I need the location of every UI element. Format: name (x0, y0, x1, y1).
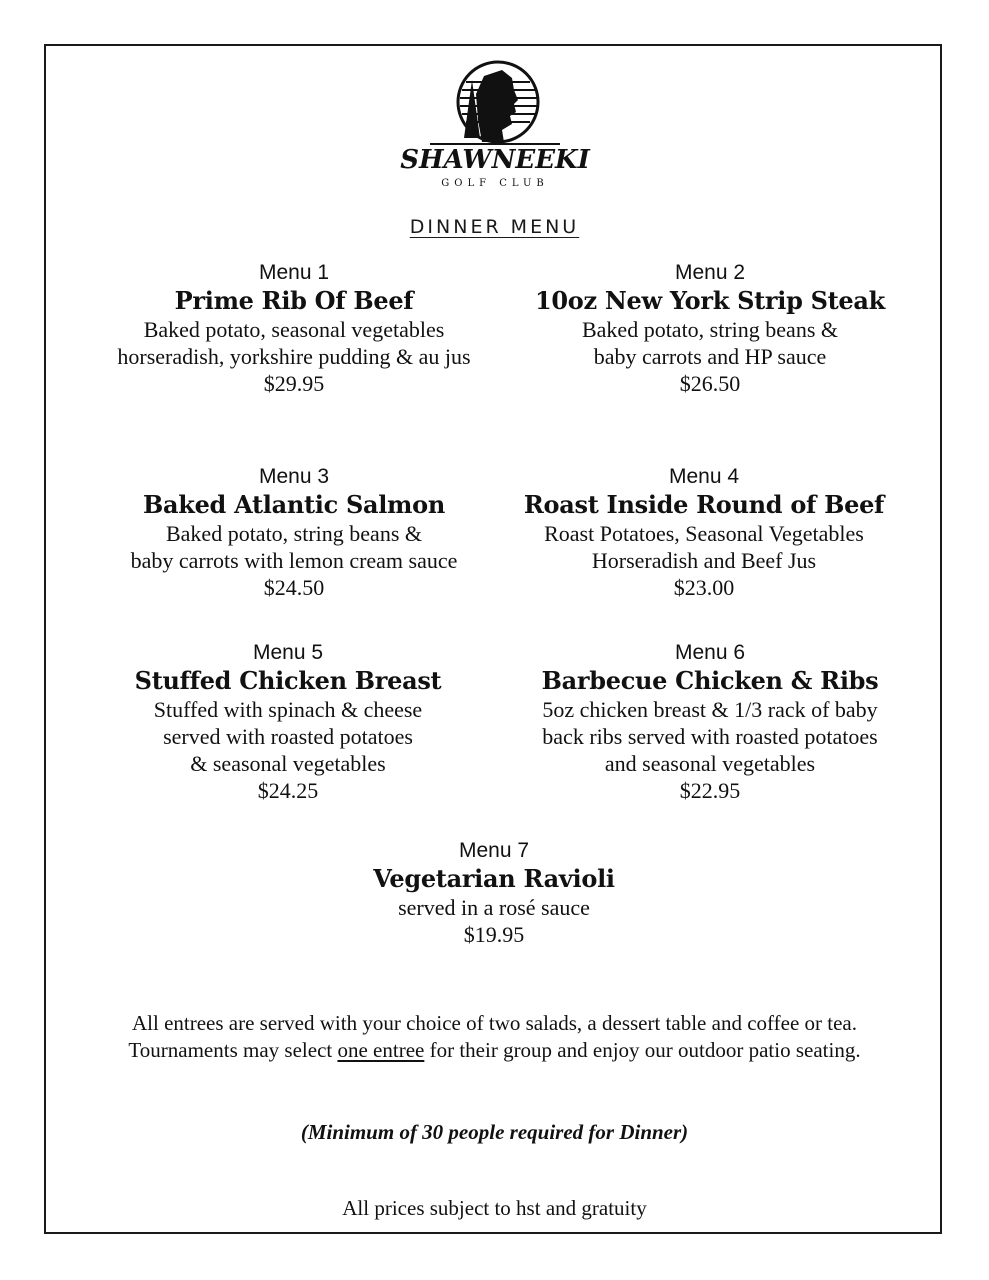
dish-name: Barbecue Chicken & Ribs (541, 666, 879, 695)
dish-description-line: Baked potato, string beans & (581, 317, 838, 342)
dish-price: $29.95 (263, 371, 325, 396)
tournament-note-line (0, 1037, 989, 1064)
menu-number: Menu 7 (458, 839, 530, 862)
menu-item-5 (58, 640, 518, 804)
dish-name: Prime Rib Of Beef (174, 286, 414, 315)
dish-description-line: horseradish, yorkshire pudding & au jus (117, 344, 471, 369)
dish-name: 10oz New York Strip Steak (535, 286, 885, 315)
menu-item-4 (474, 464, 934, 601)
one-entree-emphasis: one entree (337, 1038, 425, 1062)
service-note-line: All entrees are served with your choice of two salads, a dessert table and coffee or tea. (132, 1011, 857, 1035)
dish-price: $26.50 (679, 371, 741, 396)
menu-item-2 (480, 260, 940, 397)
dish-description-line: baby carrots with lemon cream sauce (130, 548, 458, 573)
dish-description-line: & seasonal vegetables (190, 751, 386, 776)
prices-note: All prices subject to hst and gratuity (342, 1196, 647, 1220)
dish-description-line: back ribs served with roasted potatoes (542, 724, 878, 749)
shawneeki-logo (390, 60, 600, 192)
menu-number: Menu 6 (674, 641, 746, 664)
dish-description-line: Baked potato, string beans & (165, 521, 422, 546)
dish-name: Roast Inside Round of Beef (523, 490, 885, 519)
dish-name: Stuffed Chicken Breast (134, 666, 442, 695)
dish-description-line: Stuffed with spinach & cheese (153, 697, 423, 722)
service-notes (0, 1010, 989, 1064)
page-title: DINNER MENU (409, 216, 580, 238)
dish-price: $24.50 (263, 575, 325, 600)
dish-description-line: Baked potato, seasonal vegetables (143, 317, 445, 342)
menu-number: Menu 4 (668, 465, 740, 488)
dish-description-line: Roast Potatoes, Seasonal Vegetables (544, 521, 864, 546)
dish-description-line: and seasonal vegetables (604, 751, 816, 776)
menu-item-7 (264, 838, 724, 948)
dish-price: $19.95 (463, 922, 525, 947)
menu-number: Menu 5 (252, 641, 324, 664)
dish-name: Vegetarian Ravioli (373, 864, 615, 893)
menu-item-6 (480, 640, 940, 804)
menu-number: Menu 3 (258, 465, 330, 488)
menu-item-3 (64, 464, 524, 601)
dish-name: Baked Atlantic Salmon (143, 490, 445, 519)
menu-number: Menu 1 (258, 261, 330, 284)
svg-text:GOLF CLUB: GOLF CLUB (441, 178, 549, 189)
minimum-notice: (Minimum of 30 people required for Dinner) (300, 1120, 689, 1144)
dish-description-line: 5oz chicken breast & 1/3 rack of baby (542, 697, 878, 722)
dish-description-line: Horseradish and Beef Jus (591, 548, 817, 573)
logo-emblem-icon (390, 60, 600, 192)
menu-item-1 (64, 260, 524, 397)
menu-number: Menu 2 (674, 261, 746, 284)
dish-description-line: served in a rosé sauce (398, 895, 590, 920)
dish-description-line: baby carrots and HP sauce (593, 344, 827, 369)
tournament-note-text: for their group and enjoy our outdoor patio seating. (424, 1038, 861, 1062)
dish-description-line: served with roasted potatoes (163, 724, 413, 749)
tournament-note-text: Tournaments may select (128, 1038, 338, 1062)
dish-price: $22.95 (679, 778, 741, 803)
svg-text:SHAWNEEKI: SHAWNEEKI (400, 145, 590, 175)
dish-price: $23.00 (673, 575, 735, 600)
dish-price: $24.25 (257, 778, 319, 803)
